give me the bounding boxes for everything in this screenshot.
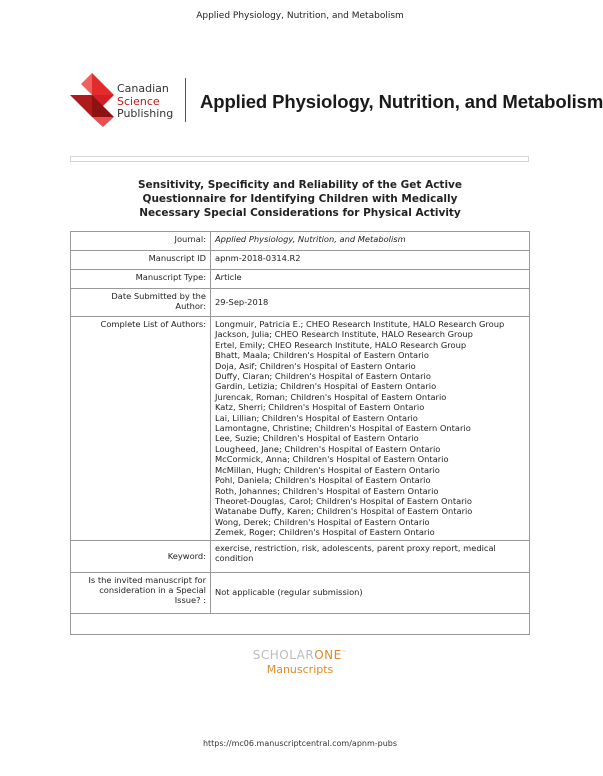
- keyword-value-line2: condition: [215, 552, 254, 563]
- journal-value-text: Applied Physiology, Nutrition, and Metabolism: [215, 234, 406, 244]
- special-issue-value: Not applicable (regular submission): [211, 572, 530, 613]
- special-issue-row: [71, 572, 530, 613]
- publisher-name-line3: Publishing: [117, 107, 174, 120]
- publisher-logo-banner: [70, 73, 603, 129]
- author-entry: Lee, Suzie; Children's Hospital of Eastern Ontario: [215, 433, 419, 444]
- authors-list: [211, 317, 530, 541]
- date-submitted-label: [71, 289, 211, 317]
- special-issue-label: [71, 572, 211, 613]
- manuscript-type-label: Manuscript Type:: [71, 270, 211, 289]
- author-entry: Zemek, Roger; Children's Hospital of Eastern Ontario: [215, 527, 435, 538]
- author-entry: Wong, Derek; Children's Hospital of Eastern Ontario: [215, 516, 430, 527]
- author-entry: Roth, Johannes; Children's Hospital of Eastern Ontario: [215, 485, 439, 496]
- journal-label: Journal:: [71, 232, 211, 251]
- author-entry: Duffy, Ciaran; Children's Hospital of Eastern Ontario: [215, 371, 431, 382]
- publisher-name-line2: Science: [117, 94, 160, 108]
- empty-cell: [71, 613, 530, 634]
- scholarone-wordmark: [0, 648, 600, 662]
- author-entry: Bhatt, Maala; Children's Hospital of Eastern Ontario: [215, 350, 429, 361]
- journal-value: [211, 232, 530, 251]
- scholarone-product: Manuscripts: [266, 663, 334, 676]
- author-entry: Lamontagne, Christine; Children's Hospital of Eastern Ontario: [215, 423, 471, 434]
- date-label-line2: Author:: [175, 301, 206, 312]
- journal-banner-title: Applied Physiology, Nutrition, and Metabolism: [200, 91, 603, 112]
- special-issue-label-line1: Is the invited manuscript for: [88, 574, 206, 585]
- publisher-name: [117, 83, 173, 121]
- scholarone-word-part2: ONE: [314, 648, 342, 662]
- footer-url[interactable]: https://mc06.manuscriptcentral.com/apnm-pubs: [202, 739, 398, 748]
- special-issue-label-line3: Issue? :: [174, 595, 206, 606]
- running-journal-title: Applied Physiology, Nutrition, and Metabolism: [196, 11, 404, 21]
- logo-divider: [185, 78, 186, 122]
- manuscript-type-value: Article: [211, 270, 530, 289]
- author-entry: Lai, Lillian; Children's Hospital of Eastern Ontario: [215, 412, 418, 423]
- canadian-science-publishing-mark-icon: [70, 73, 114, 127]
- date-submitted-value: 29-Sep-2018: [211, 289, 530, 317]
- keyword-label: Keyword:: [71, 540, 211, 572]
- author-entry: Theoret-Douglas, Carol; Children's Hospital of Eastern Ontario: [215, 495, 472, 506]
- special-issue-label-line2: consideration in a Special: [99, 584, 206, 595]
- author-entry: Jackson, Julia; CHEO Research Institute, HALO Research Group: [215, 329, 473, 340]
- author-entry: Longmuir, Patricia E.; CHEO Research Institute, HALO Research Group: [215, 319, 505, 329]
- trademark-symbol: ™: [341, 650, 348, 656]
- authors-label: Complete List of Authors:: [71, 317, 211, 541]
- author-entry: Gardin, Letizia; Children's Hospital of Eastern Ontario: [215, 381, 437, 392]
- manuscript-id-label: Manuscript ID: [71, 251, 211, 270]
- title-line-2: Questionnaire for Identifying Children with Medically: [142, 193, 458, 205]
- keyword-value: [211, 540, 530, 572]
- title-line-3: Necessary Special Considerations for Physical Activity: [139, 207, 461, 219]
- manuscript-id-value: apnm-2018-0314.R2: [211, 251, 530, 270]
- manuscript-title: [80, 178, 520, 220]
- author-entry: Pohl, Daniela; Children's Hospital of Eastern Ontario: [215, 475, 431, 486]
- author-entry: Lougheed, Jane; Children's Hospital of Eastern Ontario: [215, 443, 441, 454]
- publisher-name-line1: Canadian: [117, 82, 169, 95]
- scholarone-word-part1: SCHOLAR: [252, 648, 315, 662]
- keyword-row: [71, 540, 530, 572]
- title-line-1: Sensitivity, Specificity and Reliability of the Get Active: [137, 179, 463, 191]
- header-rule: [70, 156, 529, 162]
- author-entry: Ertel, Emily; CHEO Research Institute, HALO Research Group: [215, 339, 467, 350]
- manuscript-metadata-table: [70, 231, 530, 635]
- scholarone-manuscripts-logo: [0, 648, 600, 676]
- author-entry: McCormick, Anna; Children's Hospital of Eastern Ontario: [215, 454, 449, 465]
- date-label-line1: Date Submitted by the: [111, 291, 206, 301]
- author-entry: Jurencak, Roman; Children's Hospital of Eastern Ontario: [215, 391, 447, 402]
- manuscript-type-row: [71, 270, 530, 289]
- author-entry: Doja, Asif; Children's Hospital of Eastern Ontario: [215, 360, 416, 371]
- authors-row: [71, 317, 530, 541]
- manuscript-id-row: [71, 251, 530, 270]
- author-entry: Katz, Sherri; Children's Hospital of Eastern Ontario: [215, 402, 425, 413]
- author-entry: McMillan, Hugh; Children's Hospital of Eastern Ontario: [215, 464, 440, 475]
- empty-row: [71, 613, 530, 634]
- date-submitted-row: [71, 289, 530, 317]
- author-entry: Watanabe Duffy, Karen; Children's Hospital of Eastern Ontario: [215, 506, 473, 517]
- journal-row: [71, 232, 530, 251]
- keyword-value-line1: exercise, restriction, risk, adolescents, parent proxy report, medical: [215, 542, 496, 553]
